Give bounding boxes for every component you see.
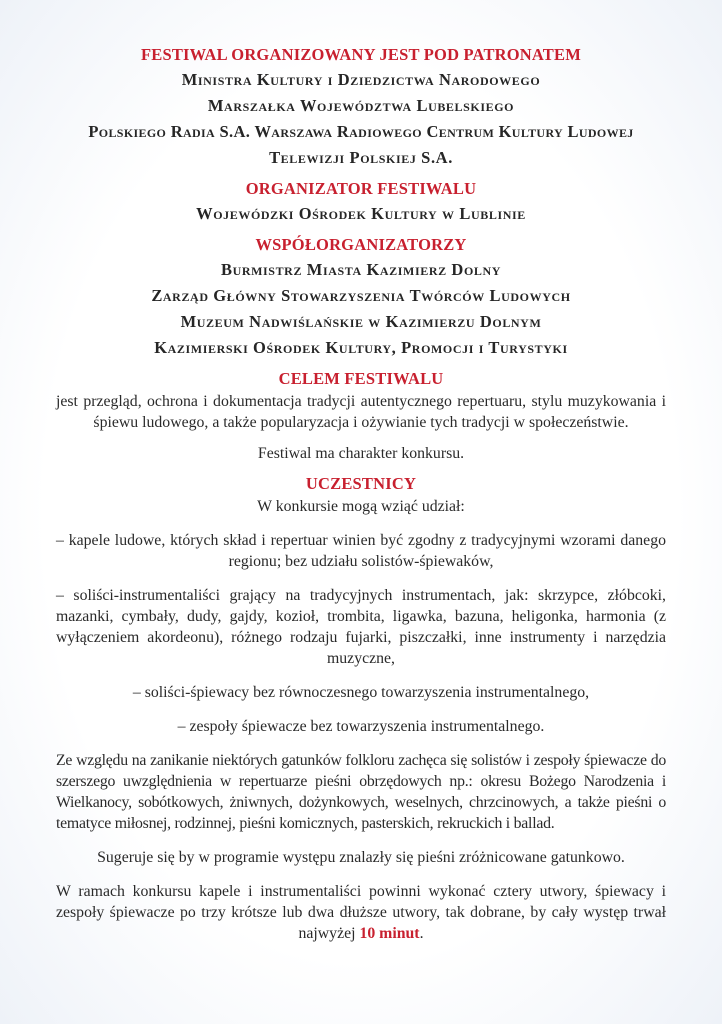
coorganizer-line: Kazimierski Ośrodek Kultury, Promocji i Turystyki [154,338,568,357]
variety-note: Sugeruje się by w programie występu znalazły się pieśni zróżnicowane gatunkowo. [97,849,625,866]
competition-note: Festiwal ma charakter konkursu. [257,445,465,462]
patronage-section [56,43,666,171]
participants-heading: UCZESTNICY [305,474,417,493]
coorganizer-line: Muzeum Nadwiślańskie w Kazimierzu Dolnym [180,312,542,331]
participant-category: – kapele ludowe, których skład i repertuar winien być zgodny z tradycyjnymi wzorami danego regionu; bez udziału solistów-śpiewaków, [56,532,666,570]
patron-line: Marszałka Województwa Lubelskiego [207,96,515,115]
patronage-heading: FESTIWAL ORGANIZOWANY JEST POD PATRONATEM [140,45,581,64]
repertoire-note: Ze względu na zanikanie niektórych gatunków folkloru zachęca się solistów i zespoły śpiewacze do szerszego uwzględnienia w repertuarze pieśni obrzędowych np.: okresu Bożego Narodzenia i Wielkanocy, sobótkowych, żniwnych, dożynkowych, weselnych, chrzcinowych, a także pieśni o tematyce miłosnej, rodzinnej, pieśni komicznych, pasterskich, rekruckich i ballad. [56,752,666,832]
coorganizers-heading: WSPÓŁORGANIZATORZY [255,235,467,254]
organizer-heading: ORGANIZATOR FESTIWALU [245,179,477,198]
participant-category: – soliści-śpiewacy bez równoczesnego towarzyszenia instrumentalnego, [132,684,590,701]
time-rule [56,881,666,944]
goal-heading: CELEM FESTIWALU [278,369,444,388]
patron-line: Ministra Kultury i Dziedzictwa Narodowego [181,70,541,89]
organizer-line: Wojewódzki Ośrodek Kultury w Lublinie [196,204,526,223]
patron-line: Polskiego Radia S.A. Warszawa Radiowego Centrum Kultury Ludowej [88,122,634,141]
participant-category: – soliści-instrumentaliści grający na tradycyjnych instrumentach, jak: skrzypce, złóbcoki, mazanki, cymbały, dudy, gajdy, kozioł, trombita, ligawka, bazuna, heligonka, harmonia (z wyłączeniem akordeonu), różnego rodzaju fujarki, piszczałki, inne instrumenty i narzędzia muzyczne, [56,587,666,667]
patron-line: Telewizji Polskiej S.A. [269,148,453,167]
participant-category: – zespoły śpiewacze bez towarzyszenia instrumentalnego. [177,718,545,735]
time-rule-end: . [419,925,424,942]
coorganizer-line: Burmistrz Miasta Kazimierz Dolny [220,260,502,279]
coorganizer-line: Zarząd Główny Stowarzyszenia Twórców Ludowych [151,286,571,305]
coorganizers-section [56,233,666,361]
organizer-section [56,177,666,227]
document-content [56,43,666,944]
time-limit-highlight: 10 minut [359,925,420,942]
participants-section [56,472,666,944]
goal-text: jest przegląd, ochrona i dokumentacja tradycji autentycznego repertuaru, stylu muzykowania i śpiewu ludowego, a także popularyzacja i ożywianie tych tradycji w społeczeństwie. [56,393,666,431]
goal-section [56,367,666,464]
time-rule-text: W ramach konkursu kapele i instrumentaliści powinni wykonać cztery utwory, śpiewacy i zespoły śpiewacze po trzy krótsze lub dwa dłuższe utwory, tak dobrane, by cały występ trwał najwyżej [56,883,666,942]
participants-intro: W konkursie mogą wziąć udział: [257,498,465,515]
